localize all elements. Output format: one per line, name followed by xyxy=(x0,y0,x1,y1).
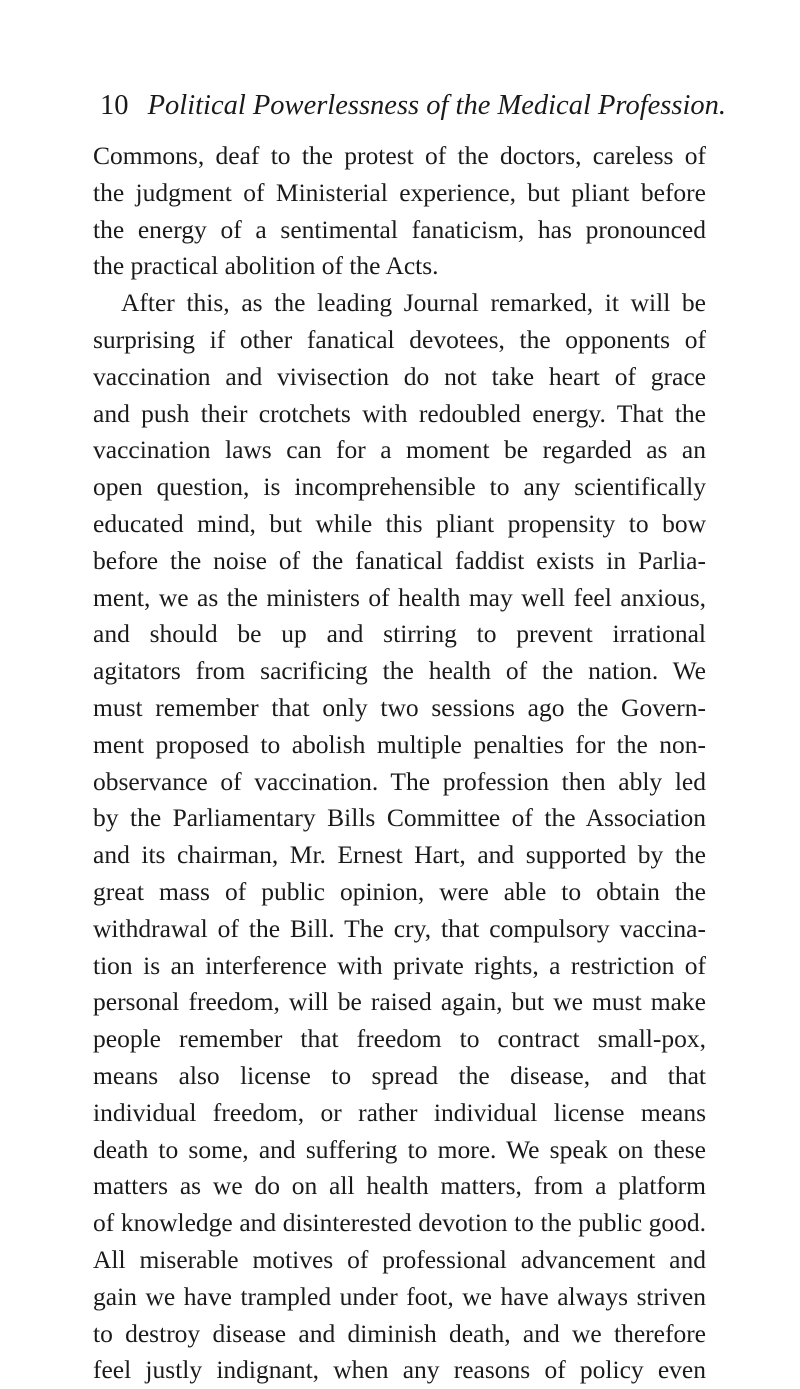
text-line: death to some, and suffering to more. We speak on these xyxy=(93,1134,706,1164)
text-line: matters as we do on all health matters, from a platform xyxy=(93,1171,706,1201)
text-line: great mass of public opinion, were able to obtain the xyxy=(93,876,706,906)
text-line: withdrawal of the Bill. The cry, that compulsory vaccina- xyxy=(93,913,706,943)
text-line: the energy of a sentimental fanaticism, has pronounced xyxy=(93,214,706,244)
text-line: agitators from sacrificing the health of the nation. We xyxy=(93,656,706,686)
text-line: by the Parliamentary Bills Committee of the Association xyxy=(93,803,706,833)
text-line: the judgment of Ministerial experience, but pliant before xyxy=(93,177,706,207)
text-line: and should be up and stirring to prevent irrational xyxy=(93,619,706,649)
text-line: surprising if other fanatical devotees, the opponents of xyxy=(93,324,706,354)
text-line: vaccination laws can for a moment be regarded as an xyxy=(93,435,706,465)
text-line: people remember that freedom to contract small-pox, xyxy=(93,1024,706,1054)
text-line: observance of vaccination. The profession then ably led xyxy=(93,766,706,796)
running-title: Political Powerlessness of the Medical Profession. xyxy=(147,90,726,121)
text-line: tion is an interference with private rights, a restriction of xyxy=(93,950,706,980)
text-line: the practical abolition of the Acts. xyxy=(93,251,439,281)
text-line: Commons, deaf to the protest of the doctors, careless of xyxy=(93,141,706,170)
text-line: gain we have trampled under foot, we have always striven xyxy=(93,1281,706,1311)
text-line: All miserable motives of professional advancement and xyxy=(93,1244,706,1274)
text-line: feel justly indignant, when any reasons of policy even xyxy=(93,1355,706,1385)
text-line: and push their crotchets with redoubled energy. That the xyxy=(93,398,706,428)
text-line: means also license to spread the disease, and that xyxy=(93,1060,706,1090)
text-line: After this, as the leading Journal remarked, it will be xyxy=(121,288,706,318)
running-head xyxy=(100,88,726,124)
text-line: personal freedom, will be raised again, but we must make xyxy=(93,987,706,1017)
text-line: and its chairman, Mr. Ernest Hart, and supported by the xyxy=(93,840,706,870)
text-line: individual freedom, or rather individual license means xyxy=(93,1097,706,1127)
text-line: of knowledge and disinterested devotion to the public good. xyxy=(93,1208,706,1238)
text-line: ment proposed to abolish multiple penalties for the non- xyxy=(93,729,706,759)
text-line: must remember that only two sessions ago the Govern- xyxy=(93,692,706,722)
text-line: open question, is incomprehensible to any scientifically xyxy=(93,472,706,502)
text-line: vaccination and vivisection do not take heart of grace xyxy=(93,361,706,391)
page-number: 10 xyxy=(100,90,129,121)
text-line: ment, we as the ministers of health may well feel anxious, xyxy=(93,582,706,612)
text-line: to destroy disease and diminish death, and we therefore xyxy=(93,1318,706,1348)
text-line: educated mind, but while this pliant propensity to bow xyxy=(93,508,706,538)
text-line: before the noise of the fanatical faddist exists in Parlia- xyxy=(93,545,706,575)
body-text xyxy=(93,138,706,1389)
